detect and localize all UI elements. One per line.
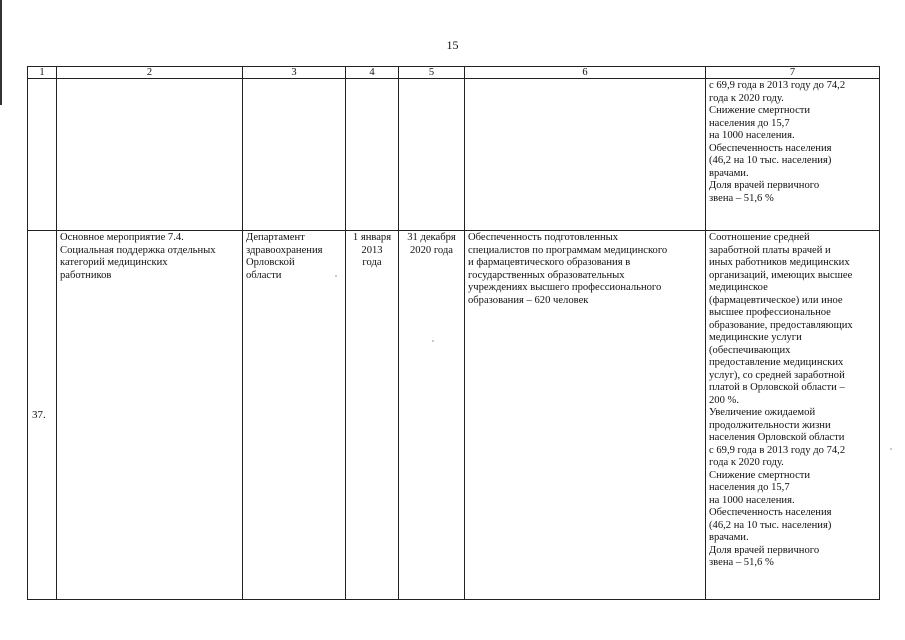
expected-result-cell	[465, 79, 706, 231]
cell-text-line: области	[246, 269, 282, 281]
cell-text-line: (46,2 на 10 тыс. населения)	[709, 155, 832, 166]
cell-text-line: (46,2 на 10 тыс. населения)	[709, 519, 832, 531]
scan-speck	[890, 448, 892, 450]
column-number: 7	[706, 67, 880, 79]
executor-cell	[243, 79, 346, 231]
indicator-cell	[706, 79, 880, 231]
cell-text-line: работников	[60, 269, 112, 281]
cell-text-line: Обеспеченность населения	[709, 142, 832, 154]
cell-text-line: предоставление медицинских	[709, 357, 844, 368]
end-date-cell	[399, 79, 465, 231]
cell-text-line: продолжительности жизни	[709, 419, 831, 431]
cell-text-line: 1 января	[352, 232, 392, 243]
column-number: 3	[243, 67, 346, 79]
cell-text-line: государственных образовательных	[468, 269, 625, 281]
cell-text-line: на 1000 населения.	[709, 130, 795, 141]
cell-text-line: 2020 года	[409, 244, 453, 256]
cell-text-line: года к 2020 году.	[709, 457, 784, 468]
cell-text-line: услуг), со средней заработной	[709, 369, 845, 381]
column-number: 5	[399, 67, 465, 79]
cell-text-line: Орловской	[246, 257, 295, 268]
page-number: 15	[446, 38, 459, 52]
cell-text-line: года к 2020 году.	[709, 92, 784, 104]
cell-text-line: Увеличение ожидаемой	[709, 407, 816, 418]
cell-text-line: звена – 51,6 %	[709, 192, 774, 204]
cell-text-line: Основное мероприятие 7.4.	[60, 232, 184, 243]
cell-text-line: 31 декабря	[407, 232, 456, 243]
cell-text-line: высшее профессиональное	[709, 307, 831, 318]
cell-text-line: Доля врачей первичного	[709, 180, 820, 191]
cell-text-line: звена – 51,6 %	[709, 557, 774, 568]
cell-text-line: Соотношение средней	[709, 232, 810, 243]
cell-text-line: (обеспечивающих	[709, 344, 791, 356]
cell-text-line: Обеспеченность подготовленных	[468, 232, 619, 243]
cell-text-line: категорий медицинских	[60, 257, 168, 268]
indicator-cell	[706, 231, 880, 600]
cell-text-line: Доля врачей первичного	[709, 544, 820, 556]
expected-result-cell	[465, 231, 706, 600]
column-number: 1	[28, 67, 57, 79]
cell-text-line: образование, предоставляющих	[709, 319, 853, 331]
table-row-37	[28, 231, 880, 600]
cell-text-line: с 69,9 года в 2013 году до 74,2	[709, 80, 846, 91]
event-cell	[57, 231, 243, 600]
cell-text-line: и фармацевтического образования в	[468, 257, 631, 268]
column-number: 4	[346, 67, 399, 79]
cell-text-line: населения Орловской области	[709, 432, 845, 443]
event-cell	[57, 79, 243, 231]
cell-text-line: населения до 15,7	[709, 117, 790, 129]
scan-speck	[335, 275, 337, 277]
cell-text-line: Снижение смертности	[709, 469, 811, 481]
cell-text-line: организаций, имеющих высшее	[709, 269, 853, 281]
cell-text-line: врачами.	[709, 532, 749, 543]
cell-text-line: медицинские услуги	[709, 332, 802, 343]
row-number-cell	[28, 79, 57, 231]
cell-text-line: заработной платы врачей и	[709, 244, 831, 256]
row-number-cell: 37.	[28, 231, 57, 600]
cell-text-line: (фармацевтическое) или иное	[709, 294, 843, 306]
cell-text-line: образования – 620 человек	[468, 294, 589, 306]
cell-text-line: года	[362, 257, 382, 268]
cell-text-line: Обеспеченность населения	[709, 507, 832, 518]
cell-text-line: Департамент	[246, 232, 305, 243]
cell-text-line: с 69,9 года в 2013 году до 74,2	[709, 444, 846, 456]
column-number: 2	[57, 67, 243, 79]
cell-text-line: специалистов по программам медицинского	[468, 244, 668, 256]
cell-text-line: врачами.	[709, 167, 749, 179]
cell-text-line: 2013	[361, 244, 383, 256]
cell-text-line: иных работников медицинских	[709, 257, 850, 268]
column-number: 6	[465, 67, 706, 79]
cell-text-line: Социальная поддержка отдельных	[60, 244, 216, 256]
start-date-cell	[346, 79, 399, 231]
cell-text-line: населения до 15,7	[709, 482, 790, 493]
cell-text-line: медицинское	[709, 282, 768, 293]
start-date-cell	[346, 231, 399, 600]
end-date-cell	[399, 231, 465, 600]
program-table	[27, 66, 880, 600]
executor-cell	[243, 231, 346, 600]
table-row-continued	[28, 79, 880, 231]
cell-text-line: на 1000 населения.	[709, 494, 795, 506]
cell-text-line: учреждениях высшего профессионального	[468, 282, 662, 293]
cell-text-line: Снижение смертности	[709, 105, 811, 116]
cell-text-line: здравоохранения	[246, 244, 323, 256]
cell-text-line: 200 %.	[709, 394, 740, 406]
scan-speck	[432, 340, 434, 342]
column-number-row	[28, 67, 880, 79]
cell-text-line: платой в Орловской области –	[709, 382, 845, 393]
